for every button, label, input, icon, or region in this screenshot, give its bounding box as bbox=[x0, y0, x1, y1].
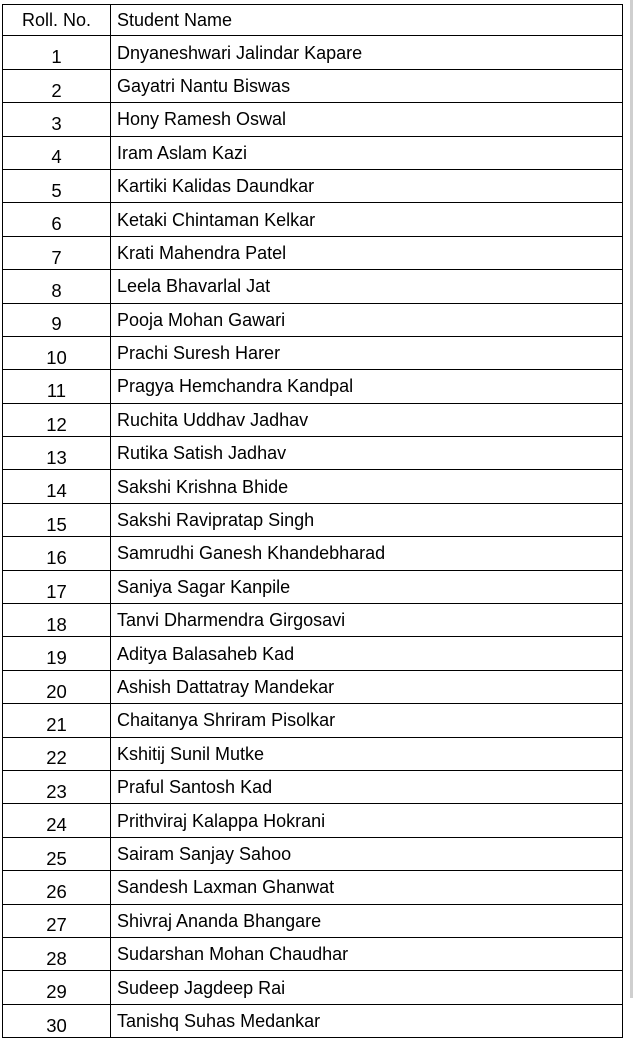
table-row bbox=[3, 871, 623, 904]
roll-number-cell: 27 bbox=[3, 904, 111, 937]
table-row bbox=[3, 570, 623, 603]
table-row bbox=[3, 737, 623, 770]
roll-number-cell: 2 bbox=[3, 69, 111, 102]
table-row bbox=[3, 370, 623, 403]
student-name-cell: Tanvi Dharmendra Girgosavi bbox=[111, 604, 623, 637]
roll-number-cell: 10 bbox=[3, 336, 111, 369]
roll-number-cell: 11 bbox=[3, 370, 111, 403]
table-row bbox=[3, 637, 623, 670]
table-row bbox=[3, 303, 623, 336]
table-row bbox=[3, 169, 623, 202]
table-row bbox=[3, 36, 623, 69]
student-name-cell: Kartiki Kalidas Daundkar bbox=[111, 169, 623, 202]
student-name-cell: Pragya Hemchandra Kandpal bbox=[111, 370, 623, 403]
roll-number-cell: 26 bbox=[3, 871, 111, 904]
table-row bbox=[3, 336, 623, 369]
roll-number-cell: 15 bbox=[3, 503, 111, 536]
table-row bbox=[3, 103, 623, 136]
student-name-cell: Sakshi Ravipratap Singh bbox=[111, 503, 623, 536]
table-header-row bbox=[3, 5, 623, 36]
student-name-cell: Leela Bhavarlal Jat bbox=[111, 270, 623, 303]
student-name-cell: Sudarshan Mohan Chaudhar bbox=[111, 937, 623, 970]
student-name-cell: Rutika Satish Jadhav bbox=[111, 437, 623, 470]
roll-number-cell: 21 bbox=[3, 704, 111, 737]
table-row bbox=[3, 470, 623, 503]
roll-number-cell: 5 bbox=[3, 169, 111, 202]
student-name-cell: Prithviraj Kalappa Hokrani bbox=[111, 804, 623, 837]
student-name-cell: Praful Santosh Kad bbox=[111, 770, 623, 803]
roll-number-cell: 12 bbox=[3, 403, 111, 436]
table-row bbox=[3, 537, 623, 570]
table-row bbox=[3, 1004, 623, 1037]
table-row bbox=[3, 437, 623, 470]
student-name-cell: Pooja Mohan Gawari bbox=[111, 303, 623, 336]
roll-number-header: Roll. No. bbox=[3, 5, 111, 36]
student-name-cell: Dnyaneshwari Jalindar Kapare bbox=[111, 36, 623, 69]
student-name-cell: Samrudhi Ganesh Khandebharad bbox=[111, 537, 623, 570]
roll-number-cell: 1 bbox=[3, 36, 111, 69]
table-row bbox=[3, 770, 623, 803]
table-row bbox=[3, 69, 623, 102]
student-name-cell: Iram Aslam Kazi bbox=[111, 136, 623, 169]
student-name-cell: Sandesh Laxman Ghanwat bbox=[111, 871, 623, 904]
student-roster-table bbox=[2, 4, 623, 1038]
table-row bbox=[3, 837, 623, 870]
roll-number-cell: 13 bbox=[3, 437, 111, 470]
roll-number-cell: 29 bbox=[3, 971, 111, 1004]
roll-number-cell: 4 bbox=[3, 136, 111, 169]
table-row bbox=[3, 136, 623, 169]
roll-number-cell: 19 bbox=[3, 637, 111, 670]
roll-number-cell: 24 bbox=[3, 804, 111, 837]
student-name-cell: Ketaki Chintaman Kelkar bbox=[111, 203, 623, 236]
roll-number-cell: 22 bbox=[3, 737, 111, 770]
student-name-cell: Ruchita Uddhav Jadhav bbox=[111, 403, 623, 436]
student-name-cell: Saniya Sagar Kanpile bbox=[111, 570, 623, 603]
student-name-cell: Kshitij Sunil Mutke bbox=[111, 737, 623, 770]
roll-number-cell: 23 bbox=[3, 770, 111, 803]
roll-number-cell: 3 bbox=[3, 103, 111, 136]
student-name-cell: Krati Mahendra Patel bbox=[111, 236, 623, 269]
student-name-cell: Ashish Dattatray Mandekar bbox=[111, 670, 623, 703]
roll-number-cell: 25 bbox=[3, 837, 111, 870]
student-name-cell: Sudeep Jagdeep Rai bbox=[111, 971, 623, 1004]
student-name-header: Student Name bbox=[111, 5, 623, 36]
student-name-cell: Shivraj Ananda Bhangare bbox=[111, 904, 623, 937]
roll-number-cell: 28 bbox=[3, 937, 111, 970]
table-row bbox=[3, 503, 623, 536]
student-name-cell: Sakshi Krishna Bhide bbox=[111, 470, 623, 503]
roll-number-cell: 14 bbox=[3, 470, 111, 503]
table-row bbox=[3, 904, 623, 937]
roll-number-cell: 30 bbox=[3, 1004, 111, 1037]
student-name-cell: Aditya Balasaheb Kad bbox=[111, 637, 623, 670]
roll-number-cell: 6 bbox=[3, 203, 111, 236]
roll-number-cell: 17 bbox=[3, 570, 111, 603]
table-row bbox=[3, 937, 623, 970]
table-row bbox=[3, 604, 623, 637]
table-row bbox=[3, 670, 623, 703]
roll-number-cell: 20 bbox=[3, 670, 111, 703]
roll-number-cell: 9 bbox=[3, 303, 111, 336]
student-name-cell: Chaitanya Shriram Pisolkar bbox=[111, 704, 623, 737]
student-name-cell: Hony Ramesh Oswal bbox=[111, 103, 623, 136]
student-name-cell: Gayatri Nantu Biswas bbox=[111, 69, 623, 102]
student-name-cell: Sairam Sanjay Sahoo bbox=[111, 837, 623, 870]
table-body bbox=[3, 36, 623, 1038]
student-name-cell: Tanishq Suhas Medankar bbox=[111, 1004, 623, 1037]
roll-number-cell: 18 bbox=[3, 604, 111, 637]
roll-number-cell: 16 bbox=[3, 537, 111, 570]
table-row bbox=[3, 403, 623, 436]
table-row bbox=[3, 971, 623, 1004]
table-row bbox=[3, 203, 623, 236]
table-row bbox=[3, 236, 623, 269]
table-row bbox=[3, 270, 623, 303]
roll-number-cell: 8 bbox=[3, 270, 111, 303]
student-name-cell: Prachi Suresh Harer bbox=[111, 336, 623, 369]
table-row bbox=[3, 704, 623, 737]
roll-number-cell: 7 bbox=[3, 236, 111, 269]
table-row bbox=[3, 804, 623, 837]
